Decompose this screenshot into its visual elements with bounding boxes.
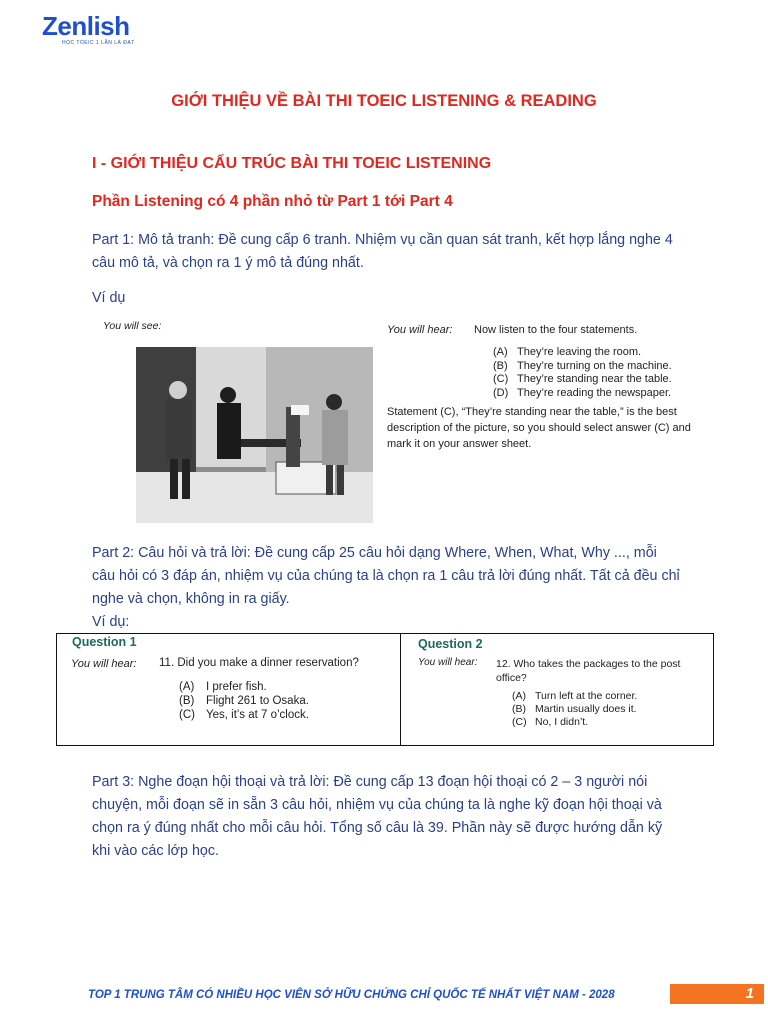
option-key: (B) [493, 359, 508, 372]
logo-tagline: HỌC TOEIC 1 LẦN LÀ ĐẠT [62, 40, 135, 46]
logo-brand: Zenlish [42, 11, 130, 41]
option-key: (C) [493, 373, 509, 385]
option-row [179, 708, 309, 722]
option-text: No, I didn’t. [535, 716, 589, 728]
office-photo-illustration [136, 347, 373, 523]
question1-hear-label: You will hear: [71, 658, 137, 670]
example2-label: Ví dụ: [92, 614, 130, 630]
option-text: I prefer fish. [206, 681, 267, 693]
option-text: Martin usually does it. [535, 703, 637, 715]
option-key: (C) [179, 709, 195, 721]
option-row [493, 346, 672, 360]
part2-description: Part 2: Câu hỏi và trả lời: Đề cung cấp 25 câu hỏi dạng Where, When, What, Why ..., mỗi câu hỏi có 3 đáp án, nhiệm vụ của chúng ta là chọn ra 1 câu trả lời đúng nhất. Tất cả đều chỉ nghe và chọn, không in ra giấy. [92, 545, 680, 607]
you-will-see-label: You will see: [103, 320, 162, 332]
option-row [493, 360, 672, 374]
example1-options [493, 346, 672, 400]
question2-text: 12. Who takes the packages to the post office? [496, 658, 681, 684]
option-key: (B) [512, 703, 526, 715]
part3-description: Part 3: Nghe đoạn hội thoại và trả lời: Đề cung cấp 13 đoạn hội thoại có 2 – 3 người nói chuyện, mỗi đoạn sẽ in sẵn 3 câu hỏi, nhiệm vụ của chúng ta là nghe kỹ đoạn hội thoại và chọn ra ý đúng nhất cho mỗi câu hỏi. Tổng số câu là 39. Phần này sẽ được hướng dẫn kỹ khi vào các lớp học. [92, 774, 663, 859]
page-number-badge [670, 984, 764, 1004]
option-row [493, 373, 672, 387]
question2-title: Question 2 [418, 637, 483, 651]
option-row [493, 387, 672, 401]
option-key: (D) [493, 386, 509, 399]
question2-hear-label: You will hear: [418, 657, 478, 668]
option-key: (A) [493, 346, 508, 358]
example-photo [136, 347, 373, 523]
question1-options [179, 680, 309, 722]
footer-text: TOP 1 TRUNG TÂM CÓ NHIỀU HỌC VIÊN SỞ HỮU CHỨNG CHỈ QUỐC TẾ NHẤT VIỆT NAM - 2028 [88, 989, 615, 1001]
option-key: (C) [512, 716, 527, 728]
option-text: They’re turning on the machine. [517, 359, 672, 372]
subsection-title: Phần Listening có 4 phần nhỏ từ Part 1 tới Part 4 [92, 193, 453, 210]
option-row [179, 694, 309, 708]
option-row [512, 703, 637, 716]
page-title: GIỚI THIỆU VỀ BÀI THI TOEIC LISTENING & READING [171, 92, 597, 110]
question2-options [512, 690, 637, 729]
option-row [512, 690, 637, 703]
question1-text: 11. Did you make a dinner reservation? [159, 657, 359, 669]
section-title: I - GIỚI THIỆU CẤU TRÚC BÀI THI TOEIC LISTENING [92, 155, 492, 172]
option-key: (A) [179, 681, 195, 693]
part1-description: Part 1: Mô tả tranh: Đề cung cấp 6 tranh. Nhiệm vụ cần quan sát tranh, kết hợp lắng nghe 4 câu mô tả, và chọn ra 1 ý mô tả đúng nhất. [92, 232, 673, 271]
example1-statement: Statement (C), “They’re standing near the table,” is the best description of the picture, so you should select answer (C) and mark it on your answer sheet. [387, 406, 691, 450]
page-number: 1 [745, 985, 754, 1002]
option-row [179, 680, 309, 694]
logo [42, 12, 135, 46]
you-will-hear-label: You will hear: [387, 324, 453, 336]
option-key: (B) [179, 695, 195, 707]
option-text: They’re reading the newspaper. [517, 386, 672, 399]
listen-instruction: Now listen to the four statements. [474, 324, 638, 336]
option-key: (A) [512, 690, 526, 702]
option-text: Yes, it’s at 7 o’clock. [206, 709, 309, 721]
option-text: Turn left at the corner. [535, 690, 638, 702]
option-text: They’re leaving the room. [517, 346, 642, 358]
option-row [512, 716, 637, 729]
question1-title: Question 1 [72, 635, 137, 649]
option-text: They’re standing near the table. [517, 373, 672, 385]
questions-divider [400, 633, 401, 746]
option-text: Flight 261 to Osaka. [206, 695, 309, 707]
example1-label: Ví dụ [92, 290, 126, 306]
